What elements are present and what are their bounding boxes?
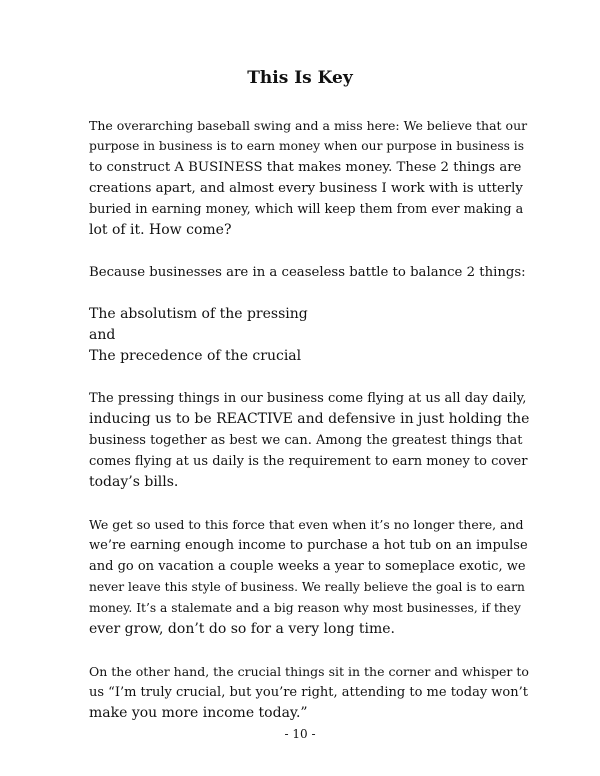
text-line: lot of it. How come? <box>89 222 232 238</box>
text-line: never leave this style of business. We really believe the goal is to earn <box>89 580 525 594</box>
text-line: us “I’m truly crucial, but you’re right, attending to me today won’t <box>89 685 528 700</box>
text-line: make you more income today.” <box>89 705 308 721</box>
paragraph-3 <box>89 304 529 367</box>
text-line: comes flying at us daily is the requirement to earn money to cover <box>89 454 528 469</box>
body-text <box>89 115 529 745</box>
text-line: The precedence of the crucial <box>89 348 302 364</box>
paragraph-2 <box>89 262 529 283</box>
text-line: inducing us to be REACTIVE and defensive in just holding the <box>89 411 530 427</box>
text-line: we’re earning enough income to purchase a hot tub on an impulse <box>89 538 528 553</box>
text-line: creations apart, and almost every business I work with is utterly <box>89 181 523 196</box>
text-line: The pressing things in our business come flying at us all day daily, <box>89 391 527 406</box>
text-line: today’s bills. <box>89 474 179 490</box>
page-title: This Is Key <box>247 68 353 88</box>
text-line: and go on vacation a couple weeks a year to someplace exotic, we <box>89 559 526 574</box>
text-line: purpose in business is to earn money when our purpose in business is <box>89 139 525 153</box>
text-line: ever grow, don’t do so for a very long time. <box>89 621 396 637</box>
text-line: money. It’s a stalemate and a big reason why most businesses, if they <box>89 601 521 615</box>
page-number: - 10 - <box>284 727 316 741</box>
text-line: business together as best we can. Among the greatest things that <box>89 433 523 448</box>
text-line: The overarching baseball swing and a miss here: We believe that our <box>89 118 528 133</box>
paragraph-1 <box>89 115 529 241</box>
text-line: Because businesses are in a ceaseless battle to balance 2 things: <box>89 265 526 280</box>
paragraph-6 <box>89 661 529 724</box>
text-line: and <box>89 327 116 343</box>
paragraph-5 <box>89 514 529 640</box>
text-line: to construct A BUSINESS that makes money. These 2 things are <box>89 160 522 175</box>
text-line: The absolutism of the pressing <box>89 306 308 322</box>
paragraph-4 <box>89 388 529 493</box>
text-line: We get so used to this force that even when it’s no longer there, and <box>89 517 524 532</box>
text-line: buried in earning money, which will keep them from ever making a <box>89 202 524 217</box>
text-line: On the other hand, the crucial things sit in the corner and whisper to <box>89 664 529 679</box>
